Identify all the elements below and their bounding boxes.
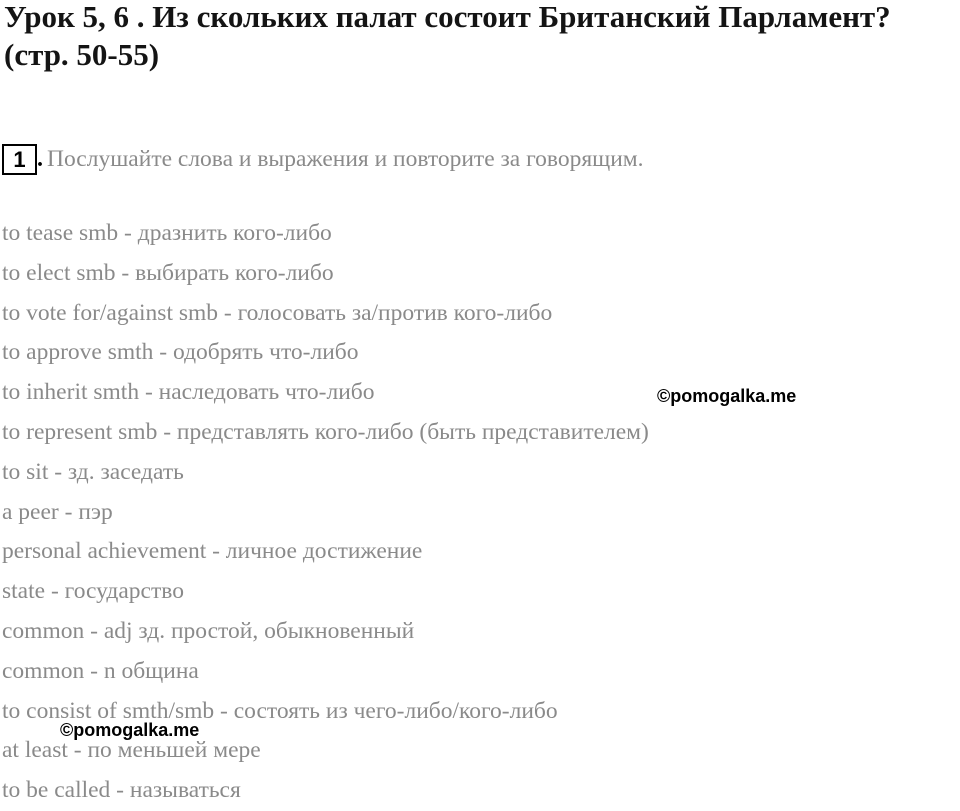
vocabulary-item: to elect smb - выбирать кого-либо xyxy=(2,259,334,286)
vocabulary-item: to represent smb - представлять кого-либо (быть представителем) xyxy=(2,418,649,445)
vocabulary-item: state - государство xyxy=(2,578,184,605)
exercise-number-badge: 1 xyxy=(2,144,37,175)
vocabulary-item: a peer - пэр xyxy=(2,498,113,525)
vocabulary-item: to inherit smth - наследовать что-либо xyxy=(2,379,375,406)
lesson-title: Урок 5, 6 . Из скольких палат состоит Британский Парламент? (стр. 50-55) xyxy=(4,0,891,72)
vocabulary-item: to consist of smth/smb - состоять из чего-либо/кого-либо xyxy=(2,697,558,724)
vocabulary-item: to approve smth - одобрять что-либо xyxy=(2,339,359,366)
vocabulary-item: to sit - зд. заседать xyxy=(2,458,184,485)
vocabulary-item: common - adj зд. простой, обыкновенный xyxy=(2,617,415,644)
exercise-heading xyxy=(2,141,644,177)
watermark: ©pomogalka.me xyxy=(657,386,797,406)
vocabulary-item: common - n община xyxy=(2,657,199,684)
vocabulary-item: personal achievement - личное достижение xyxy=(2,538,423,565)
exercise-instruction: Послушайте слова и выражения и повторите за говорящим. xyxy=(47,145,644,172)
vocabulary-item: to vote for/against smb - голосовать за/против кого-либо xyxy=(2,299,553,326)
exercise-number-dot: . xyxy=(37,145,43,172)
watermark: ©pomogalka.me xyxy=(60,720,200,740)
vocabulary-item: to tease smb - дразнить кого-либо xyxy=(2,220,332,246)
vocabulary-item: to be called - называться xyxy=(2,777,241,804)
vocabulary-item: at least - по меньшей мере xyxy=(2,737,261,764)
